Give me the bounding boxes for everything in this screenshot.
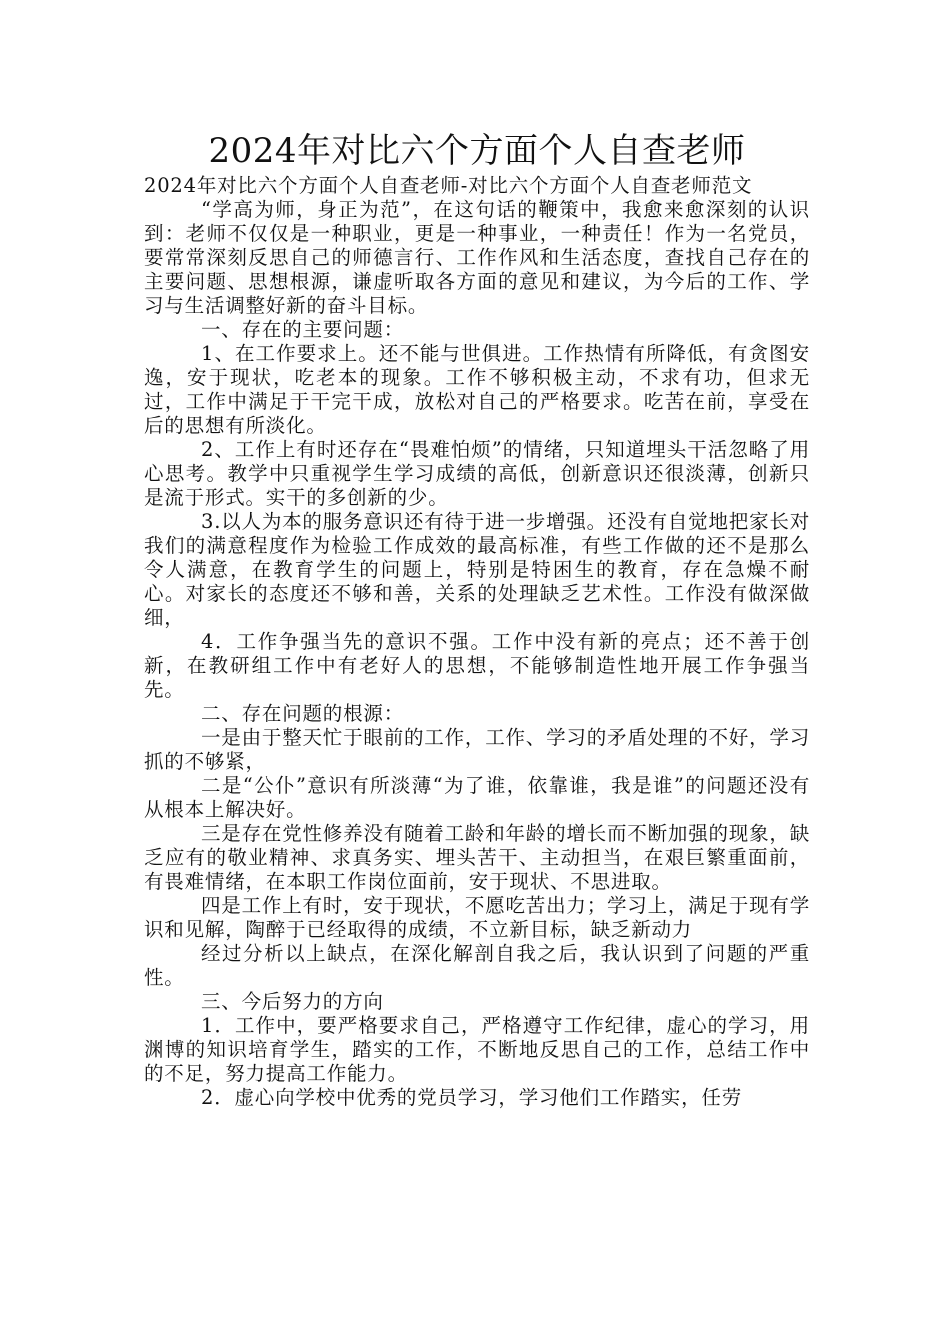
section-heading-roots: 二、存在问题的根源： <box>201 702 405 725</box>
paragraph-direction-2: 2．虚心向学校中优秀的党员学习，学习他们工作踏实，任劳 <box>201 1086 743 1109</box>
paragraph-intro: “学高为师，身正为范”，在这句话的鞭策中，我愈来愈深刻的认识到：老师不仅仅是一种职业，更是一种事业，一种责任！作为一名党员，要常常深刻反思自己的师德言行、工作作风和生活态度，查找自己存在的主要问题、思想根源，谦虚听取各方面的意见和建议，为今后的工作、学习与生活调整好新的奋斗目标。 <box>144 198 810 317</box>
section-heading-problems: 一、存在的主要问题： <box>201 318 405 341</box>
paragraph-root-1: 一是由于整天忙于眼前的工作，工作、学习的矛盾处理的不好，学习抓的不够紧， <box>144 726 811 773</box>
document-subtitle: 2024年对比六个方面个人自查老师-对比六个方面个人自查老师范文 <box>144 174 753 197</box>
paragraph-direction-1: 1．工作中，要严格要求自己，严格遵守工作纪律，虚心的学习，用渊博的知识培育学生，踏实的工作，不断地反思自己的工作，总结工作中的不足，努力提高工作能力。 <box>144 1014 810 1085</box>
paragraph-root-3: 三是存在党性修养没有随着工龄和年龄的增长而不断加强的现象，缺乏应有的敬业精神、求真务实、埋头苦干、主动担当，在艰巨繁重面前，有畏难情绪，在本职工作岗位面前，安于现状、不思进取。 <box>144 822 811 893</box>
section-heading-direction: 三、今后努力的方向 <box>201 990 384 1013</box>
paragraph-problem-1: 1、在工作要求上。还不能与世俱进。工作热情有所降低，有贪图安逸，安于现状，吃老本的现象。工作不够积极主动，不求有功，但求无过，工作中满足于干完干成，放松对自己的严格要求。吃苦在前，享受在后的思想有所淡化。 <box>144 342 810 437</box>
paragraph-problem-4: 4．工作争强当先的意识不强。工作中没有新的亮点；还不善于创新，在教研组工作中有老好人的思想，不能够制造性地开展工作争强当先。 <box>144 630 810 701</box>
paragraph-problem-2: 2、工作上有时还存在“畏难怕烦”的情绪，只知道埋头干活忽略了用心思考。教学中只重视学生学习成绩的高低，创新意识还很淡薄，创新只是流于形式。实干的多创新的少。 <box>144 438 810 509</box>
paragraph-root-2: 二是“公仆”意识有所淡薄“为了谁，依靠谁，我是谁”的问题还没有从根本上解决好。 <box>144 774 810 821</box>
document-title: 2024年对比六个方面个人自查老师 <box>208 131 746 171</box>
paragraph-root-4: 四是工作上有时，安于现状，不愿吃苦出力；学习上，满足于现有学识和见解，陶醉于已经取得的成绩，不立新目标，缺乏新动力 <box>144 894 811 941</box>
document-page <box>144 128 810 1110</box>
paragraph-problem-3: 3.以人为本的服务意识还有待于进一步增强。还没有自觉地把家长对我们的满意程度作为检验工作成效的最高标准，有些工作做的还不是那么令人满意，在教育学生的问题上，特别是特困生的教育，存在急燥不耐心。对家长的态度还不够和善，关系的处理缺乏艺术性。工作没有做深做细， <box>144 510 810 629</box>
paragraph-analysis: 经过分析以上缺点，在深化解剖自我之后，我认识到了问题的严重性。 <box>144 942 810 989</box>
